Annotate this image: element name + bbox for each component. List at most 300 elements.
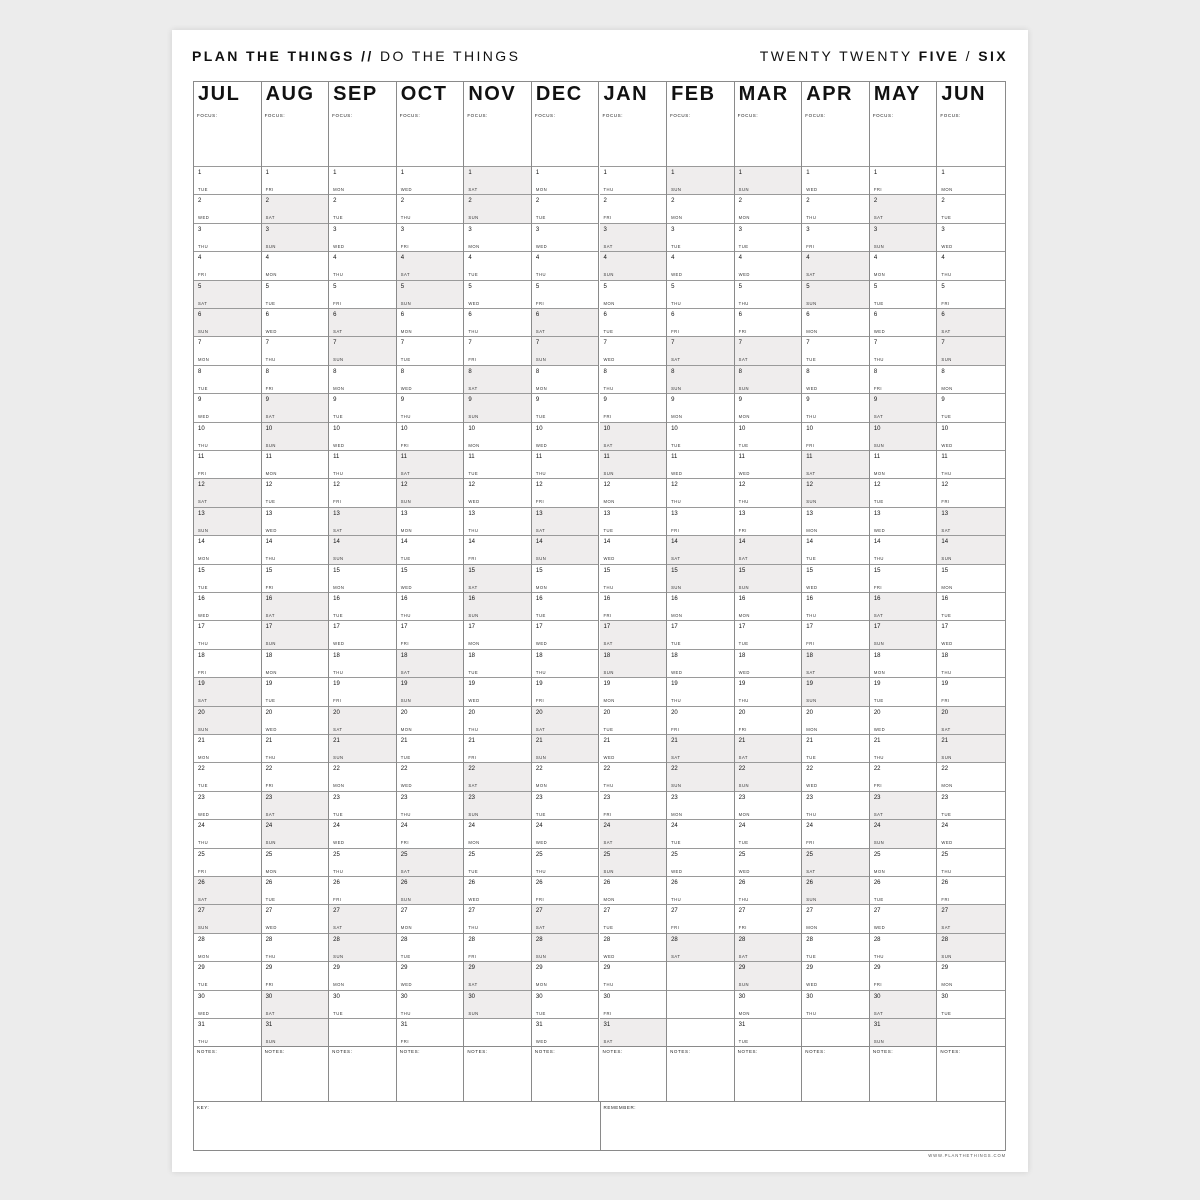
day-cell[interactable]: [735, 478, 802, 506]
day-cell[interactable]: [735, 251, 802, 279]
day-cell[interactable]: [464, 649, 531, 677]
day-cell[interactable]: [194, 762, 261, 790]
day-cell[interactable]: [532, 166, 599, 194]
day-cell[interactable]: [870, 251, 937, 279]
day-cell[interactable]: [397, 478, 464, 506]
day-cell[interactable]: [194, 280, 261, 308]
day-cell[interactable]: [735, 848, 802, 876]
day-cell[interactable]: [194, 1018, 261, 1046]
day-cell[interactable]: [870, 762, 937, 790]
day-cell[interactable]: [937, 308, 1005, 336]
day-cell[interactable]: [667, 620, 734, 648]
day-cell[interactable]: [735, 649, 802, 677]
day-cell[interactable]: [194, 620, 261, 648]
day-cell[interactable]: [262, 194, 329, 222]
day-cell[interactable]: [937, 507, 1005, 535]
day-cell[interactable]: [667, 564, 734, 592]
day-cell[interactable]: [464, 876, 531, 904]
day-cell[interactable]: [802, 251, 869, 279]
day-cell[interactable]: [870, 393, 937, 421]
day-cell[interactable]: [870, 649, 937, 677]
day-cell[interactable]: [600, 223, 667, 251]
day-cell[interactable]: [464, 933, 531, 961]
day-cell[interactable]: [464, 308, 531, 336]
day-cell[interactable]: [937, 393, 1005, 421]
day-cell[interactable]: [397, 166, 464, 194]
day-cell[interactable]: [532, 649, 599, 677]
day-cell[interactable]: [667, 762, 734, 790]
day-cell[interactable]: [262, 166, 329, 194]
day-cell[interactable]: [735, 308, 802, 336]
day-cell[interactable]: [600, 677, 667, 705]
day-cell[interactable]: [532, 564, 599, 592]
day-cell[interactable]: [667, 393, 734, 421]
day-cell[interactable]: [600, 564, 667, 592]
day-cell[interactable]: [937, 365, 1005, 393]
day-cell[interactable]: [667, 734, 734, 762]
day-cell[interactable]: [329, 904, 396, 932]
day-cell[interactable]: [600, 734, 667, 762]
day-cell[interactable]: [600, 706, 667, 734]
day-cell[interactable]: [600, 1018, 667, 1046]
day-cell[interactable]: [937, 848, 1005, 876]
day-cell[interactable]: [870, 990, 937, 1018]
day-cell[interactable]: [735, 223, 802, 251]
day-cell[interactable]: [464, 507, 531, 535]
day-cell[interactable]: [397, 904, 464, 932]
day-cell[interactable]: [464, 904, 531, 932]
day-cell[interactable]: [532, 450, 599, 478]
day-cell[interactable]: [667, 592, 734, 620]
day-cell[interactable]: [870, 592, 937, 620]
day-cell[interactable]: [802, 990, 869, 1018]
day-cell[interactable]: [802, 592, 869, 620]
day-cell[interactable]: [532, 791, 599, 819]
day-cell[interactable]: [870, 876, 937, 904]
day-cell[interactable]: [802, 422, 869, 450]
day-cell[interactable]: [937, 166, 1005, 194]
day-cell[interactable]: [937, 620, 1005, 648]
day-cell[interactable]: [870, 166, 937, 194]
day-cell[interactable]: [464, 734, 531, 762]
day-cell[interactable]: [194, 933, 261, 961]
day-cell[interactable]: [870, 677, 937, 705]
day-cell[interactable]: [194, 677, 261, 705]
day-cell[interactable]: [397, 933, 464, 961]
day-cell[interactable]: [397, 308, 464, 336]
day-cell[interactable]: [262, 961, 329, 989]
day-cell[interactable]: [600, 961, 667, 989]
day-cell[interactable]: [870, 478, 937, 506]
day-cell[interactable]: [464, 166, 531, 194]
day-cell[interactable]: [397, 961, 464, 989]
day-cell[interactable]: [667, 819, 734, 847]
day-cell[interactable]: [667, 308, 734, 336]
day-cell[interactable]: [329, 876, 396, 904]
day-cell[interactable]: [532, 280, 599, 308]
day-cell[interactable]: [735, 819, 802, 847]
day-cell[interactable]: [667, 194, 734, 222]
day-cell[interactable]: [870, 904, 937, 932]
day-cell[interactable]: [464, 422, 531, 450]
day-cell[interactable]: [397, 706, 464, 734]
day-cell[interactable]: [397, 280, 464, 308]
day-cell[interactable]: [735, 422, 802, 450]
day-cell[interactable]: [600, 251, 667, 279]
day-cell[interactable]: [802, 904, 869, 932]
day-cell[interactable]: [600, 450, 667, 478]
day-cell[interactable]: [735, 336, 802, 364]
day-cell[interactable]: [329, 819, 396, 847]
day-cell[interactable]: [532, 706, 599, 734]
day-cell[interactable]: [262, 762, 329, 790]
day-cell[interactable]: [532, 762, 599, 790]
day-cell[interactable]: [262, 308, 329, 336]
day-cell[interactable]: [600, 990, 667, 1018]
day-cell[interactable]: [532, 933, 599, 961]
day-cell[interactable]: [194, 251, 261, 279]
day-cell[interactable]: [262, 677, 329, 705]
day-cell[interactable]: [397, 393, 464, 421]
day-cell[interactable]: [464, 251, 531, 279]
day-cell[interactable]: [735, 564, 802, 592]
day-cell[interactable]: [667, 478, 734, 506]
day-cell[interactable]: [397, 507, 464, 535]
day-cell[interactable]: [802, 478, 869, 506]
day-cell[interactable]: [329, 166, 396, 194]
day-cell[interactable]: [735, 706, 802, 734]
day-cell[interactable]: [735, 1018, 802, 1046]
day-cell[interactable]: [329, 564, 396, 592]
day-cell[interactable]: [802, 223, 869, 251]
day-cell[interactable]: [262, 933, 329, 961]
day-cell[interactable]: [397, 450, 464, 478]
day-cell[interactable]: [600, 535, 667, 563]
day-cell[interactable]: [532, 734, 599, 762]
day-cell[interactable]: [464, 365, 531, 393]
day-cell[interactable]: [329, 677, 396, 705]
day-cell[interactable]: [667, 848, 734, 876]
day-cell[interactable]: [600, 166, 667, 194]
day-cell[interactable]: [262, 848, 329, 876]
day-cell[interactable]: [802, 393, 869, 421]
day-cell[interactable]: [600, 791, 667, 819]
day-cell[interactable]: [802, 450, 869, 478]
day-cell[interactable]: [262, 393, 329, 421]
day-cell[interactable]: [600, 649, 667, 677]
day-cell[interactable]: [667, 365, 734, 393]
day-cell[interactable]: [667, 876, 734, 904]
day-cell[interactable]: [329, 450, 396, 478]
day-cell[interactable]: [329, 649, 396, 677]
day-cell[interactable]: [532, 990, 599, 1018]
remember-box[interactable]: [600, 1102, 1007, 1150]
day-cell[interactable]: [194, 166, 261, 194]
day-cell[interactable]: [600, 933, 667, 961]
day-cell[interactable]: [870, 507, 937, 535]
day-cell[interactable]: [937, 422, 1005, 450]
day-cell[interactable]: [802, 620, 869, 648]
day-cell[interactable]: [667, 280, 734, 308]
day-cell[interactable]: [802, 507, 869, 535]
day-cell[interactable]: [329, 990, 396, 1018]
day-cell[interactable]: [329, 223, 396, 251]
day-cell[interactable]: [329, 478, 396, 506]
day-cell[interactable]: [194, 876, 261, 904]
day-cell[interactable]: [262, 876, 329, 904]
day-cell[interactable]: [262, 365, 329, 393]
day-cell[interactable]: [735, 620, 802, 648]
day-cell[interactable]: [532, 535, 599, 563]
day-cell[interactable]: [937, 706, 1005, 734]
day-cell[interactable]: [735, 280, 802, 308]
day-cell[interactable]: [802, 166, 869, 194]
day-cell[interactable]: [870, 564, 937, 592]
day-cell[interactable]: [397, 848, 464, 876]
day-cell[interactable]: [532, 620, 599, 648]
day-cell[interactable]: [937, 933, 1005, 961]
day-cell[interactable]: [194, 819, 261, 847]
day-cell[interactable]: [735, 904, 802, 932]
day-cell[interactable]: [397, 649, 464, 677]
day-cell[interactable]: [735, 677, 802, 705]
day-cell[interactable]: [397, 194, 464, 222]
day-cell[interactable]: [262, 904, 329, 932]
day-cell[interactable]: [532, 876, 599, 904]
day-cell[interactable]: [329, 961, 396, 989]
day-cell[interactable]: [532, 848, 599, 876]
day-cell[interactable]: [937, 280, 1005, 308]
day-cell[interactable]: [802, 848, 869, 876]
day-cell[interactable]: [870, 450, 937, 478]
day-cell[interactable]: [870, 706, 937, 734]
day-cell[interactable]: [464, 990, 531, 1018]
day-cell[interactable]: [262, 1018, 329, 1046]
day-cell[interactable]: [667, 677, 734, 705]
day-cell[interactable]: [464, 791, 531, 819]
day-cell[interactable]: [397, 762, 464, 790]
day-cell[interactable]: [802, 677, 869, 705]
day-cell[interactable]: [870, 194, 937, 222]
day-cell[interactable]: [464, 450, 531, 478]
day-cell[interactable]: [464, 393, 531, 421]
day-cell[interactable]: [735, 450, 802, 478]
day-cell[interactable]: [262, 535, 329, 563]
day-cell[interactable]: [464, 280, 531, 308]
day-cell[interactable]: [262, 649, 329, 677]
day-cell[interactable]: [397, 876, 464, 904]
day-cell[interactable]: [464, 848, 531, 876]
day-cell[interactable]: [937, 535, 1005, 563]
day-cell[interactable]: [937, 649, 1005, 677]
day-cell[interactable]: [194, 450, 261, 478]
day-cell[interactable]: [532, 819, 599, 847]
day-cell[interactable]: [802, 194, 869, 222]
day-cell[interactable]: [262, 223, 329, 251]
day-cell[interactable]: [194, 194, 261, 222]
day-cell[interactable]: [464, 223, 531, 251]
day-cell[interactable]: [937, 223, 1005, 251]
day-cell[interactable]: [802, 564, 869, 592]
day-cell[interactable]: [600, 507, 667, 535]
day-cell[interactable]: [667, 223, 734, 251]
day-cell[interactable]: [600, 848, 667, 876]
day-cell[interactable]: [464, 706, 531, 734]
day-cell[interactable]: [870, 791, 937, 819]
day-cell[interactable]: [464, 620, 531, 648]
day-cell[interactable]: [870, 734, 937, 762]
day-cell[interactable]: [802, 819, 869, 847]
day-cell[interactable]: [194, 535, 261, 563]
day-cell[interactable]: [600, 904, 667, 932]
day-cell[interactable]: [329, 535, 396, 563]
day-cell[interactable]: [329, 933, 396, 961]
day-cell[interactable]: [532, 308, 599, 336]
day-cell[interactable]: [329, 393, 396, 421]
day-cell[interactable]: [397, 819, 464, 847]
day-cell[interactable]: [464, 592, 531, 620]
day-cell[interactable]: [397, 592, 464, 620]
day-cell[interactable]: [532, 393, 599, 421]
day-cell[interactable]: [262, 706, 329, 734]
day-cell[interactable]: [532, 677, 599, 705]
day-cell[interactable]: [667, 166, 734, 194]
day-cell[interactable]: [532, 365, 599, 393]
day-cell[interactable]: [600, 620, 667, 648]
day-cell[interactable]: [937, 592, 1005, 620]
day-cell[interactable]: [802, 706, 869, 734]
day-cell[interactable]: [600, 592, 667, 620]
key-box[interactable]: [194, 1102, 600, 1150]
day-cell[interactable]: [667, 904, 734, 932]
day-cell[interactable]: [870, 819, 937, 847]
day-cell[interactable]: [329, 592, 396, 620]
day-cell[interactable]: [464, 762, 531, 790]
day-cell[interactable]: [937, 734, 1005, 762]
day-cell[interactable]: [532, 194, 599, 222]
day-cell[interactable]: [667, 791, 734, 819]
day-cell[interactable]: [600, 819, 667, 847]
day-cell[interactable]: [735, 507, 802, 535]
day-cell[interactable]: [329, 308, 396, 336]
day-cell[interactable]: [937, 251, 1005, 279]
day-cell[interactable]: [329, 251, 396, 279]
day-cell[interactable]: [194, 791, 261, 819]
day-cell[interactable]: [532, 251, 599, 279]
day-cell[interactable]: [329, 194, 396, 222]
day-cell[interactable]: [262, 791, 329, 819]
day-cell[interactable]: [194, 734, 261, 762]
day-cell[interactable]: [667, 706, 734, 734]
day-cell[interactable]: [532, 592, 599, 620]
day-cell[interactable]: [329, 507, 396, 535]
day-cell[interactable]: [735, 393, 802, 421]
day-cell[interactable]: [667, 933, 734, 961]
day-cell[interactable]: [397, 677, 464, 705]
day-cell[interactable]: [532, 904, 599, 932]
day-cell[interactable]: [735, 194, 802, 222]
day-cell[interactable]: [937, 990, 1005, 1018]
day-cell[interactable]: [329, 365, 396, 393]
day-cell[interactable]: [194, 507, 261, 535]
day-cell[interactable]: [397, 1018, 464, 1046]
day-cell[interactable]: [667, 535, 734, 563]
day-cell[interactable]: [194, 564, 261, 592]
day-cell[interactable]: [532, 961, 599, 989]
day-cell[interactable]: [262, 990, 329, 1018]
day-cell[interactable]: [194, 592, 261, 620]
day-cell[interactable]: [464, 194, 531, 222]
day-cell[interactable]: [600, 422, 667, 450]
day-cell[interactable]: [802, 876, 869, 904]
day-cell[interactable]: [532, 507, 599, 535]
day-cell[interactable]: [600, 280, 667, 308]
day-cell[interactable]: [937, 194, 1005, 222]
day-cell[interactable]: [262, 478, 329, 506]
day-cell[interactable]: [262, 422, 329, 450]
day-cell[interactable]: [937, 336, 1005, 364]
day-cell[interactable]: [735, 933, 802, 961]
day-cell[interactable]: [870, 961, 937, 989]
day-cell[interactable]: [194, 365, 261, 393]
day-cell[interactable]: [870, 365, 937, 393]
day-cell[interactable]: [802, 961, 869, 989]
day-cell[interactable]: [464, 564, 531, 592]
day-cell[interactable]: [194, 848, 261, 876]
day-cell[interactable]: [532, 1018, 599, 1046]
day-cell[interactable]: [802, 336, 869, 364]
day-cell[interactable]: [735, 734, 802, 762]
day-cell[interactable]: [937, 564, 1005, 592]
day-cell[interactable]: [194, 393, 261, 421]
day-cell[interactable]: [600, 762, 667, 790]
day-cell[interactable]: [802, 762, 869, 790]
day-cell[interactable]: [262, 819, 329, 847]
day-cell[interactable]: [464, 961, 531, 989]
day-cell[interactable]: [194, 990, 261, 1018]
day-cell[interactable]: [735, 791, 802, 819]
day-cell[interactable]: [735, 166, 802, 194]
day-cell[interactable]: [397, 365, 464, 393]
day-cell[interactable]: [464, 677, 531, 705]
day-cell[interactable]: [735, 762, 802, 790]
day-cell[interactable]: [735, 876, 802, 904]
day-cell[interactable]: [600, 478, 667, 506]
day-cell[interactable]: [667, 336, 734, 364]
day-cell[interactable]: [194, 336, 261, 364]
day-cell[interactable]: [194, 422, 261, 450]
day-cell[interactable]: [600, 876, 667, 904]
day-cell[interactable]: [329, 422, 396, 450]
day-cell[interactable]: [532, 223, 599, 251]
day-cell[interactable]: [937, 876, 1005, 904]
day-cell[interactable]: [802, 734, 869, 762]
day-cell[interactable]: [600, 308, 667, 336]
day-cell[interactable]: [937, 450, 1005, 478]
day-cell[interactable]: [802, 280, 869, 308]
day-cell[interactable]: [667, 450, 734, 478]
day-cell[interactable]: [194, 904, 261, 932]
day-cell[interactable]: [870, 223, 937, 251]
day-cell[interactable]: [464, 478, 531, 506]
day-cell[interactable]: [329, 734, 396, 762]
day-cell[interactable]: [667, 251, 734, 279]
day-cell[interactable]: [329, 791, 396, 819]
day-cell[interactable]: [329, 848, 396, 876]
day-cell[interactable]: [397, 251, 464, 279]
day-cell[interactable]: [802, 535, 869, 563]
day-cell[interactable]: [262, 734, 329, 762]
